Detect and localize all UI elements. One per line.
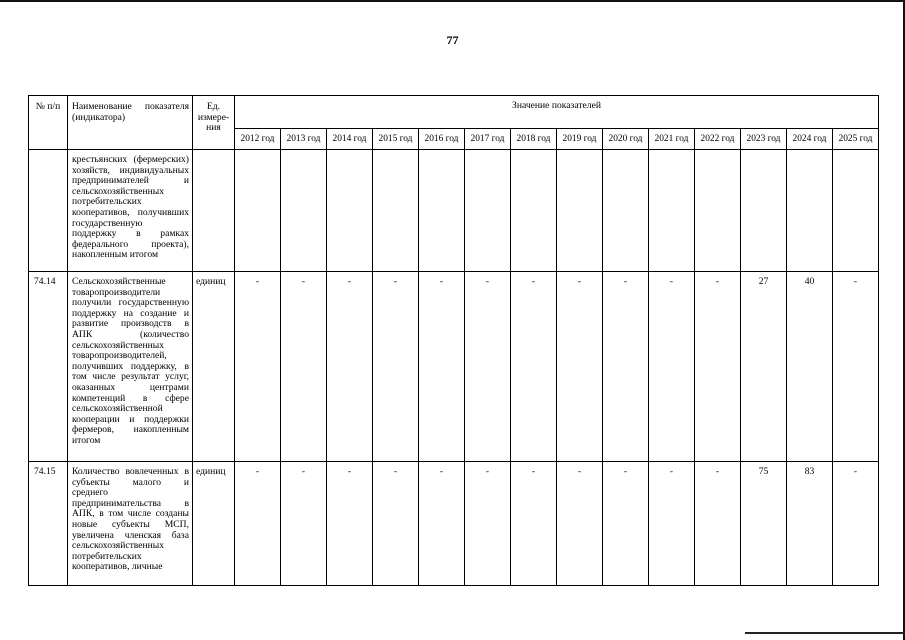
table-row [29, 272, 879, 462]
header-year: 2015 год [373, 129, 419, 150]
row-name-line: получили государственную [72, 297, 189, 309]
row-name-line: сельскохозяйственных [72, 339, 165, 351]
indicators-table [28, 95, 879, 586]
row-value: - [649, 462, 695, 586]
row-name-line: поддержку в рамках [72, 228, 189, 240]
header-no: № п/п [29, 96, 68, 150]
row-name-line: Сельскохозяйственные [72, 276, 166, 287]
row-name-line: среднего [72, 487, 108, 499]
bottom-edge-line [745, 632, 905, 634]
row-value [511, 150, 557, 272]
row-name-line: крестьянских (фермерских) [72, 154, 189, 165]
row-number: 74.14 [29, 272, 68, 462]
row-value [603, 150, 649, 272]
header-year: 2020 год [603, 129, 649, 150]
row-value [373, 150, 419, 272]
row-name-line: субъекты малого и [72, 476, 189, 488]
row-name [68, 462, 193, 586]
row-value [833, 150, 879, 272]
row-name-line: товаропроизводителей, [72, 350, 167, 362]
row-value [281, 150, 327, 272]
header-year: 2016 год [419, 129, 465, 150]
row-value: - [235, 462, 281, 586]
row-name-line: Количество вовлеченных в [72, 466, 189, 477]
row-value: - [419, 272, 465, 462]
row-name-line: новые субъекты МСП, [72, 518, 189, 530]
header-year: 2022 год [695, 129, 741, 150]
row-name-line: фермеров, накопленным [72, 424, 189, 436]
page-number: 77 [446, 33, 459, 47]
header-values: Значение показателей [235, 96, 879, 129]
header-year: 2014 год [327, 129, 373, 150]
row-name-line: получивших поддержку, в [72, 360, 189, 372]
row-value: - [419, 462, 465, 586]
row-value: - [465, 462, 511, 586]
row-value: - [327, 272, 373, 462]
row-unit: единиц [193, 462, 235, 586]
row-name-line: АПК (количество [72, 328, 189, 340]
row-value: - [833, 462, 879, 586]
header-year: 2018 год [511, 129, 557, 150]
row-value: - [511, 272, 557, 462]
row-name-line: компетенций в сфере [72, 392, 189, 404]
row-name-line: федерального проекта), [72, 238, 189, 250]
row-value [557, 150, 603, 272]
header-name: Наименование показателя (индикатора) [68, 96, 193, 150]
header-year: 2023 год [741, 129, 787, 150]
row-value: - [603, 272, 649, 462]
row-name-line: поддержку на создание и [72, 307, 189, 319]
row-name-line: предпринимательства в [72, 497, 189, 509]
row-name-line: кооперации и поддержки [72, 413, 189, 425]
header-year: 2019 год [557, 129, 603, 150]
header-year: 2025 год [833, 129, 879, 150]
row-name-line: увеличена членская база [72, 529, 189, 541]
row-name-line: сельскохозяйственных [72, 540, 165, 552]
row-name-line: кооперативов, личные [72, 561, 163, 573]
row-value [695, 150, 741, 272]
row-value: - [695, 462, 741, 586]
row-value: 40 [787, 272, 833, 462]
header-year: 2013 год [281, 129, 327, 150]
row-value: 27 [741, 272, 787, 462]
table-row [29, 462, 879, 586]
row-value: 75 [741, 462, 787, 586]
row-value: - [649, 272, 695, 462]
row-value [649, 150, 695, 272]
row-name-line: кооперативов, получивших [72, 206, 189, 218]
row-name-line: сельскохозяйственных [72, 185, 165, 197]
row-value: 83 [787, 462, 833, 586]
row-value: - [603, 462, 649, 586]
row-value: - [695, 272, 741, 462]
row-name-line: АПК, в том числе созданы [72, 508, 189, 520]
row-value [787, 150, 833, 272]
row-value: - [557, 272, 603, 462]
row-value [235, 150, 281, 272]
row-unit: единиц [193, 272, 235, 462]
top-border-line [0, 0, 905, 2]
header-year: 2021 год [649, 129, 695, 150]
table-row [29, 150, 879, 272]
row-name-line: потребительских [72, 196, 142, 208]
row-value: - [465, 272, 511, 462]
row-value [419, 150, 465, 272]
row-number: 74.15 [29, 462, 68, 586]
row-value: - [327, 462, 373, 586]
row-name-line: потребительских [72, 550, 142, 562]
header-unit: Ед. измере-ния [193, 96, 235, 150]
header-year: 2024 год [787, 129, 833, 150]
row-number [29, 150, 68, 272]
row-value: - [281, 272, 327, 462]
row-name-line: государственную [72, 217, 143, 229]
row-name-line: предпринимателей и [72, 175, 189, 187]
row-name [68, 150, 193, 272]
row-name-line: хозяйств, индивидуальных [72, 164, 189, 176]
row-value: - [235, 272, 281, 462]
row-name-line: товаропроизводители [72, 286, 161, 298]
row-value: - [281, 462, 327, 586]
row-value: - [373, 272, 419, 462]
row-name-line: итогом [72, 434, 101, 446]
row-value [741, 150, 787, 272]
row-value: - [373, 462, 419, 586]
row-value: - [833, 272, 879, 462]
row-value: - [557, 462, 603, 586]
row-name-line: оказанных центрами [72, 381, 189, 393]
header-row-1 [29, 96, 879, 129]
header-year: 2012 год [235, 129, 281, 150]
table-body [29, 150, 879, 586]
row-name [68, 272, 193, 462]
row-name-line: накопленным итогом [72, 249, 159, 261]
row-name-line: сельскохозяйственной [72, 403, 163, 415]
row-value [465, 150, 511, 272]
row-name-line: развитие производств в [72, 318, 189, 330]
row-value [327, 150, 373, 272]
row-name-line: том числе результат услуг, [72, 371, 189, 383]
row-unit [193, 150, 235, 272]
header-year: 2017 год [465, 129, 511, 150]
row-value: - [511, 462, 557, 586]
